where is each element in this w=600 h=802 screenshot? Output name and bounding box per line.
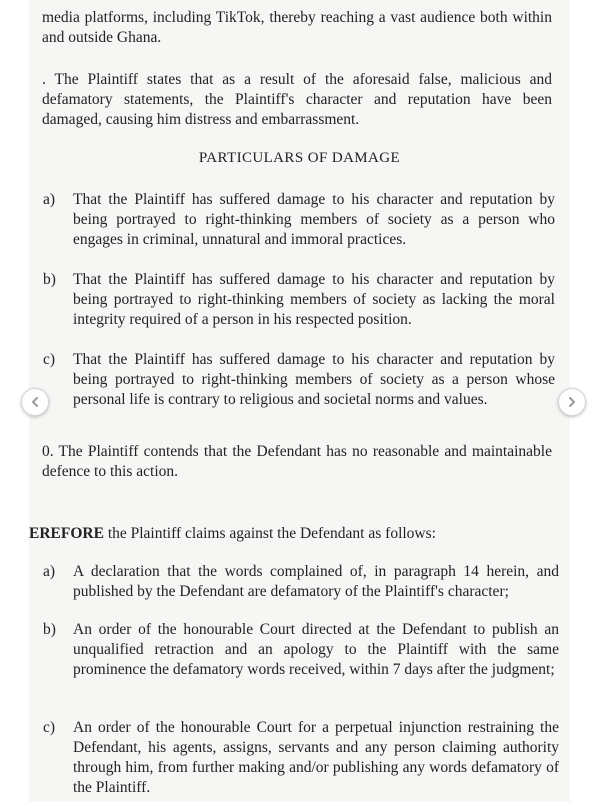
claim-label: b) — [43, 621, 56, 638]
particular-item-b — [43, 270, 555, 330]
document-page[interactable] — [29, 0, 570, 802]
previous-slide-button[interactable] — [21, 388, 49, 416]
item-label: a) — [43, 191, 56, 208]
paragraph-defence: 0. The Plaintiff contends that the Defendant has no reasonable and maintainable defence to this action. — [42, 443, 552, 480]
item-label: c) — [43, 351, 56, 368]
chevron-left-icon — [29, 396, 41, 408]
claim-item-b — [43, 620, 559, 680]
chevron-right-icon — [566, 396, 578, 408]
wherefore-line — [29, 524, 559, 544]
claim-item-a — [43, 562, 559, 602]
claim-text: An order of the honourable Court for a perpetual injunction restraining the Defendant, his agents, assigns, servants and any person claiming authority through him, from further making and/or publishing any words defamatory of the Plaintiff. — [73, 719, 559, 796]
claim-label: a) — [43, 563, 56, 580]
wherefore-bold: EREFORE — [29, 525, 104, 542]
claim-text: A declaration that the words complained of, in paragraph 14 herein, and published by the Defendant are defamatory of the Plaintiff's character; — [73, 563, 559, 600]
item-text: That the Plaintiff has suffered damage to his character and reputation by being portrayed to right-thinking members of society as lacking the moral integrity required of a person in his respected position. — [73, 271, 555, 328]
paragraph-damage: . The Plaintiff states that as a result of the aforesaid false, malicious and defamatory statements, the Plaintiff's character and reputation have been damaged, causing him distress and embarrassment. — [42, 71, 552, 128]
particular-item-a — [43, 190, 555, 250]
wherefore-text: the Plaintiff claims against the Defendant as follows: — [103, 525, 436, 542]
paragraph-social-media: media platforms, including TikTok, thereby reaching a vast audience both within and outside Ghana. — [42, 9, 552, 46]
claim-item-c — [43, 718, 559, 798]
next-slide-button[interactable] — [558, 388, 586, 416]
particulars-heading: PARTICULARS OF DAMAGE — [198, 150, 401, 166]
claim-text: An order of the honourable Court directed at the Defendant to publish an unqualified retraction and an apology to the Plaintiff with the same prominence the defamatory words received, within 7 days after the judgment; — [73, 621, 559, 678]
item-text: That the Plaintiff has suffered damage to his character and reputation by being portrayed to right-thinking members of society as a person who engages in criminal, unnatural and immoral practices. — [73, 191, 555, 248]
particular-item-c — [43, 350, 555, 410]
claim-label: c) — [43, 719, 56, 736]
item-text: That the Plaintiff has suffered damage to his character and reputation by being portrayed to right-thinking members of society as a person whose personal life is contrary to religious and societal norms and values. — [73, 351, 555, 408]
item-label: b) — [43, 271, 56, 288]
